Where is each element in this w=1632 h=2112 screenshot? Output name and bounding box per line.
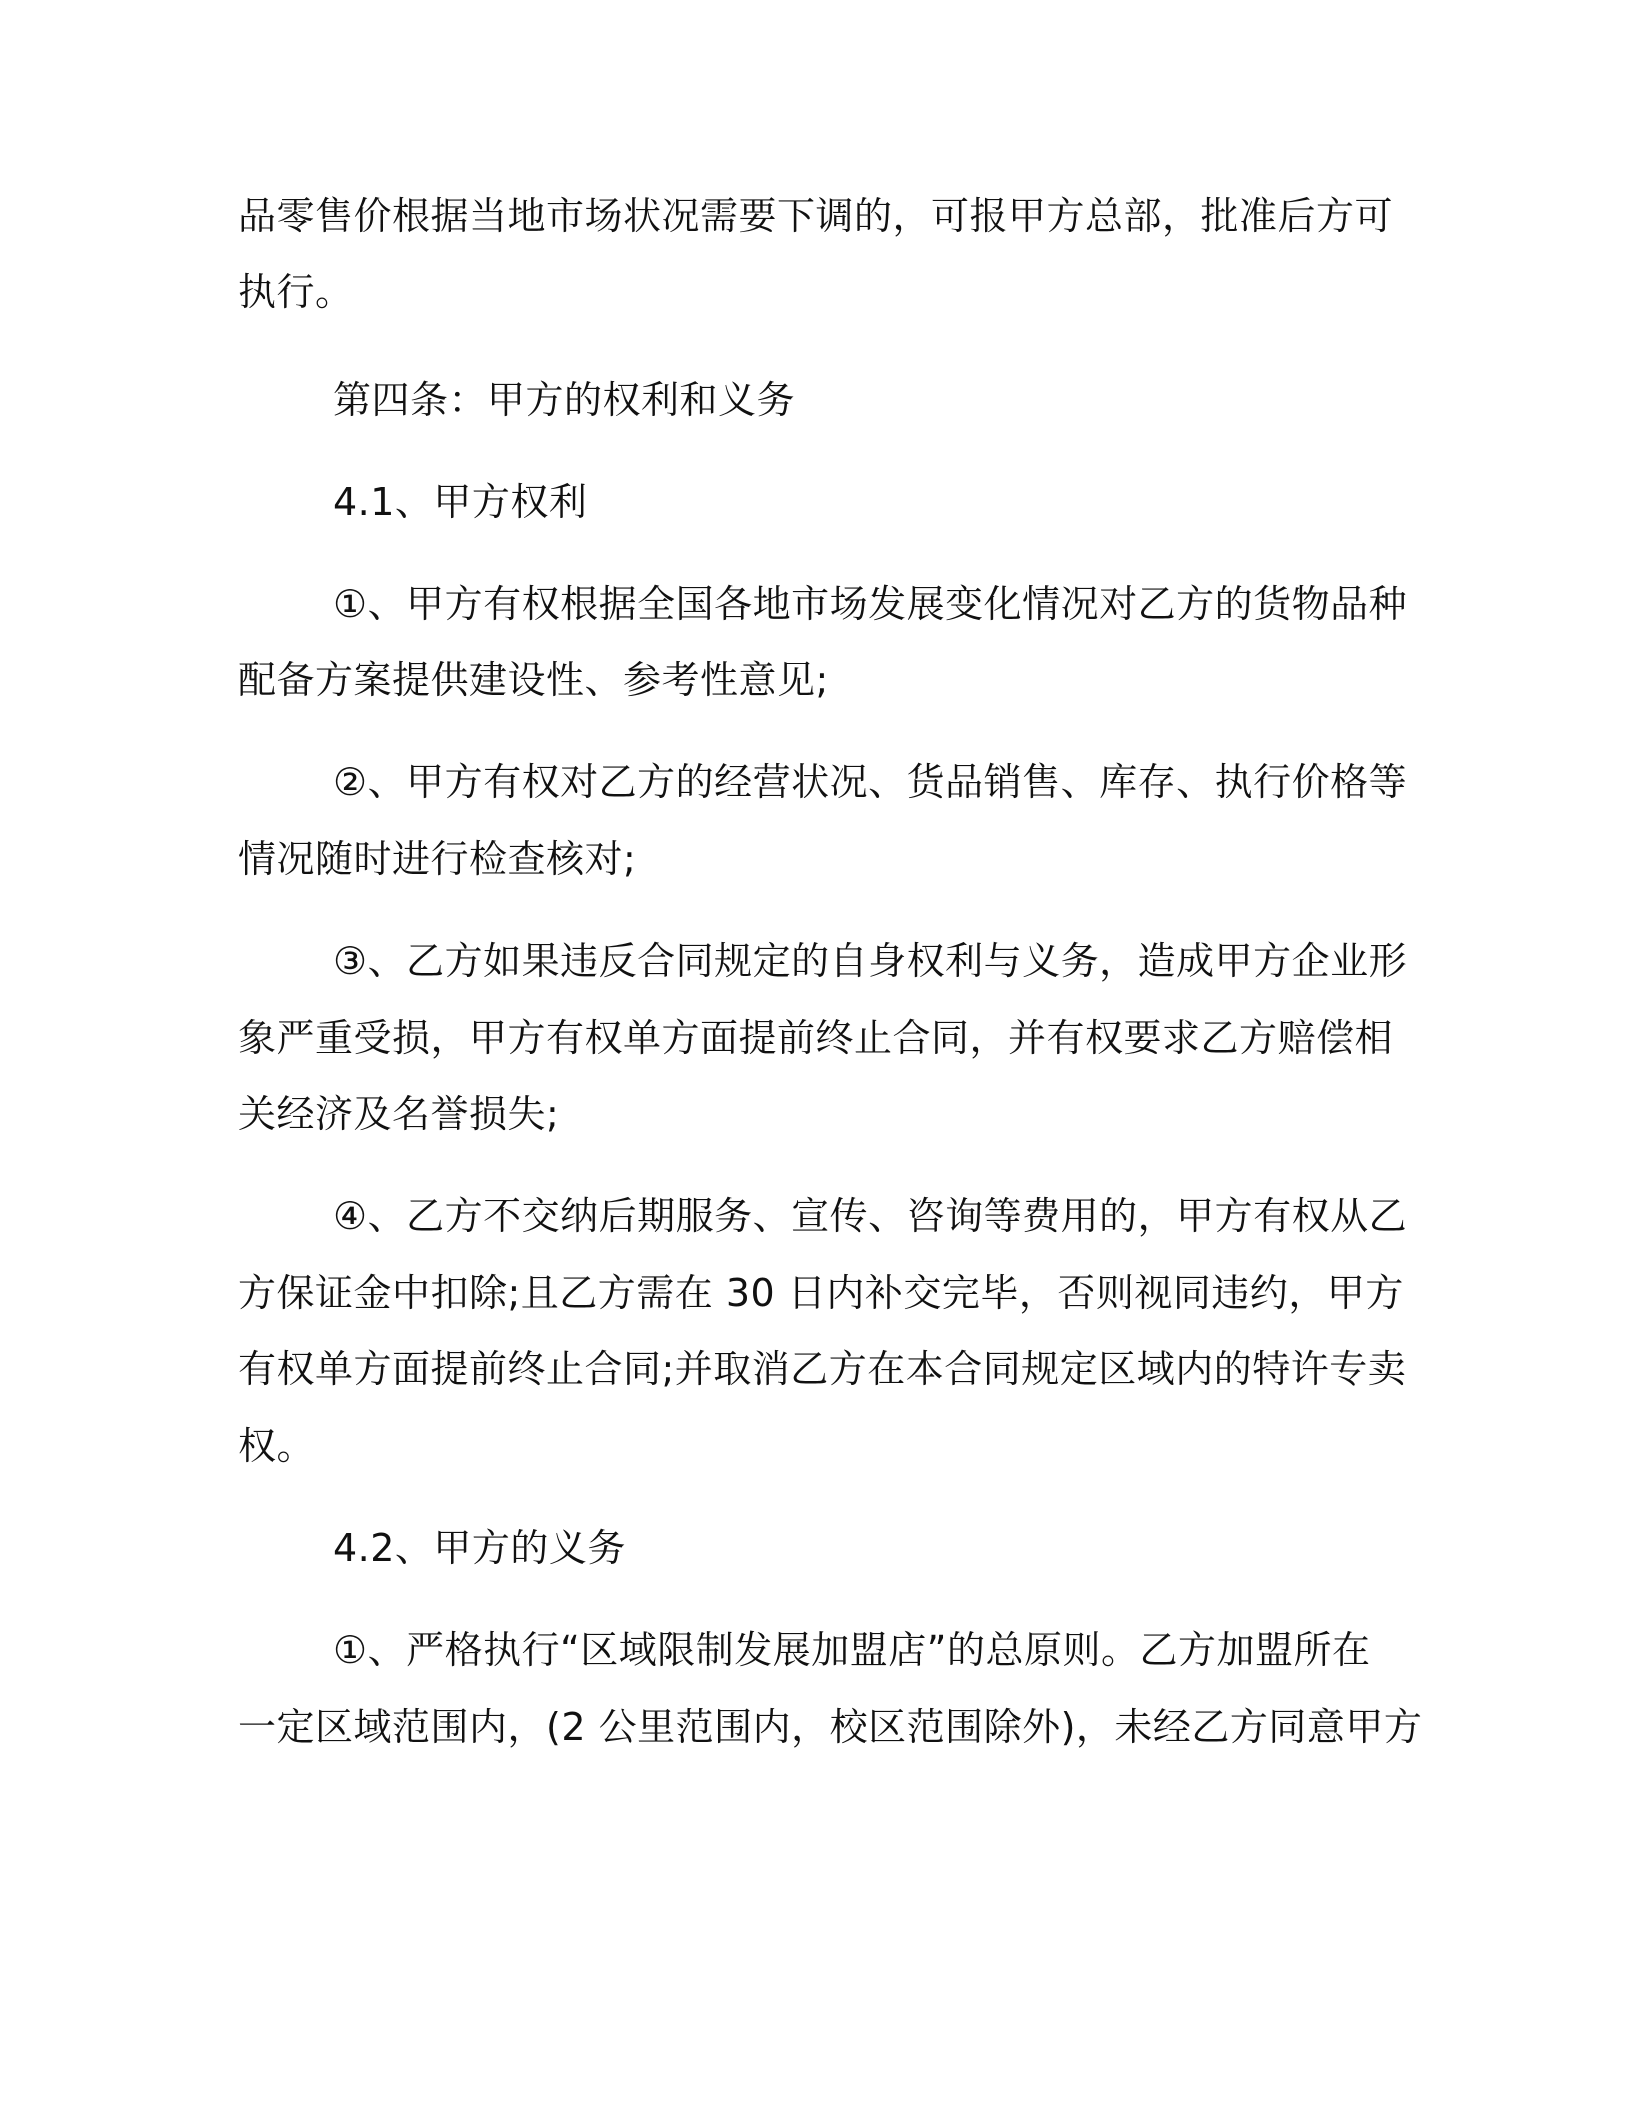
text-line: ④、乙方不交纳后期服务、宣传、咨询等费用的，甲方有权从乙 <box>333 1194 1408 1238</box>
subsection-heading: 4.2、甲方的义务 <box>333 1526 626 1570</box>
text-line: 一定区域范围内，(2 公里范围内，校区范围除外)，未经乙方同意甲方 <box>238 1705 1423 1749</box>
text-line: 执行。 <box>238 270 354 314</box>
text-line: ②、甲方有权对乙方的经营状况、货品销售、库存、执行价格等 <box>333 760 1408 804</box>
text-line: 象严重受损，甲方有权单方面提前终止合同，并有权要求乙方赔偿相 <box>238 1016 1394 1060</box>
text-line: 品零售价根据当地市场状况需要下调的，可报甲方总部，批准后方可 <box>238 194 1394 238</box>
text-line: 情况随时进行检查核对; <box>238 837 637 881</box>
text-line: 权。 <box>238 1424 316 1468</box>
text-line: 方保证金中扣除;且乙方需在 30 日内补交完毕，否则视同违约，甲方 <box>238 1271 1404 1315</box>
text-line: ①、严格执行“区域限制发展加盟店”的总原则。乙方加盟所在 <box>333 1628 1371 1672</box>
text-line: 配备方案提供建设性、参考性意见; <box>238 658 829 702</box>
text-line: 有权单方面提前终止合同;并取消乙方在本合同规定区域内的特许专卖 <box>238 1347 1407 1391</box>
text-line: ③、乙方如果违反合同规定的自身权利与义务，造成甲方企业形 <box>333 939 1408 983</box>
text-line: 关经济及名誉损失; <box>238 1092 560 1136</box>
section-heading: 第四条：甲方的权利和义务 <box>333 378 796 422</box>
subsection-heading: 4.1、甲方权利 <box>333 480 588 524</box>
text-line: ①、甲方有权根据全国各地市场发展变化情况对乙方的货物品种 <box>333 582 1408 626</box>
